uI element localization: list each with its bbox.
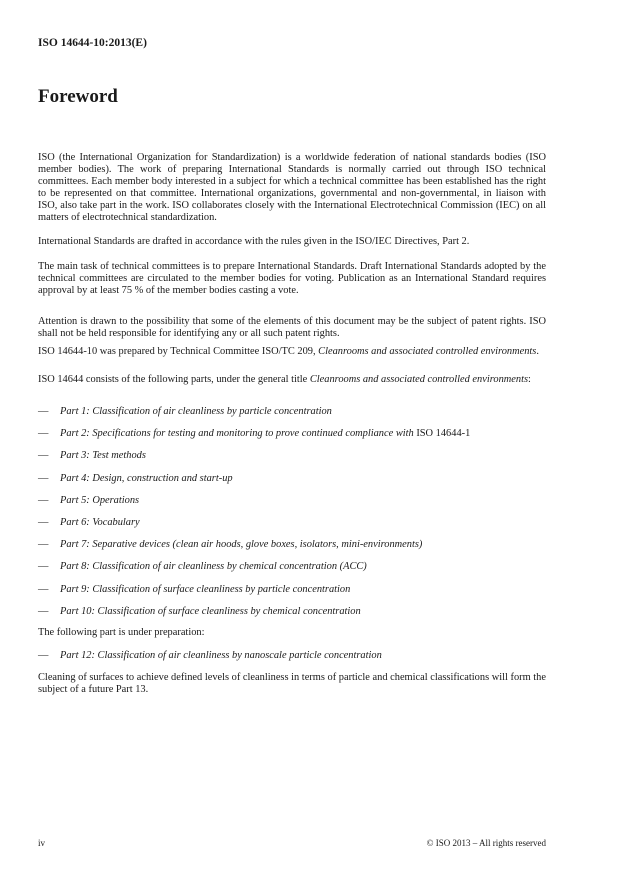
part-title: Part 5: Operations — [60, 494, 140, 506]
list-item — [38, 606, 546, 618]
paragraph-prepared-by — [38, 346, 546, 358]
paragraph-future-part: Cleaning of surfaces to achieve defined levels of cleanliness in terms of particle and chemical classifications will form the subject of a future Part 13. — [38, 672, 546, 695]
text: ISO 14644 consists of the following parts, under the general title — [38, 374, 310, 385]
list-item — [38, 495, 546, 507]
general-title: Cleanrooms and associated controlled environments — [309, 374, 529, 385]
paragraph-main-task: The main task of technical committees is to prepare International Standards. Draft International Standards adopted by the technical committees are circulated to the member bodies for voting. Publication as an International Standard requires approval by at least 75 % of the member bodies casting a vote. — [38, 261, 546, 296]
part-title: Part 7: Separative devices (clean air hoods, glove boxes, isolators, mini-environments) — [60, 539, 423, 551]
list-item — [38, 539, 546, 551]
part-title: Part 4: Design, construction and start-up — [60, 472, 233, 484]
document-header: ISO 14644-10:2013(E) — [38, 37, 147, 49]
part-title: Part 3: Test methods — [60, 450, 146, 462]
part-title: Part 2: Specifications for testing and monitoring to prove continued compliance with — [60, 428, 414, 440]
dash: — — [38, 450, 49, 462]
copyright: © ISO 2013 – All rights reserved — [426, 838, 546, 848]
part-title: Part 12: Classification of air cleanliness by nanoscale particle concentration — [60, 650, 382, 661]
paragraph-iso-intro: ISO (the International Organization for Standardization) is a worldwide federation of national standards bodies (ISO member bodies). The work of preparing International Standards is normally carried out through ISO technical committees. Each member body interested in a subject for which a technical committee has been established has the right to be represented on that committee. International organizations, governmental and non-governmental, in liaison with ISO, also take part in the work. ISO collaborates closely with the International Electrotechnical Commission (IEC) on all matters of electrotechnical standardization. — [38, 152, 546, 223]
part-title: Part 6: Vocabulary — [60, 517, 140, 528]
page-footer — [38, 838, 546, 848]
part-title: Part 10: Classification of surface cleanliness by chemical concentration — [60, 605, 361, 617]
dash: — — [38, 583, 49, 595]
paragraph-directives: International Standards are drafted in accordance with the rules given in the ISO/IEC Directives, Part 2. — [38, 236, 470, 247]
paragraph-parts-intro — [38, 374, 546, 386]
dash: — — [38, 428, 49, 440]
list-item — [38, 650, 546, 662]
text: . — [536, 346, 539, 357]
part-ref: ISO 14644-1 — [413, 428, 471, 440]
part-title: Part 9: Classification of surface cleanliness by particle concentration — [60, 583, 351, 595]
part-title: Part 1: Classification of air cleanliness by particle concentration — [60, 406, 332, 417]
dash: — — [38, 605, 49, 617]
dash: — — [38, 494, 49, 506]
dash: — — [38, 539, 49, 551]
dash: — — [38, 406, 49, 417]
text: : — [528, 374, 531, 385]
page-title: Foreword — [38, 86, 118, 107]
list-item — [38, 584, 546, 596]
paragraph-patent: Attention is drawn to the possibility that some of the elements of this document may be the subject of patent rights. ISO shall not be held responsible for identifying any or all such patent rights. — [38, 316, 546, 339]
list-item — [38, 428, 546, 440]
dash: — — [38, 650, 49, 661]
list-item — [38, 473, 546, 485]
dash: — — [38, 561, 49, 573]
committee-title: Cleanrooms and associated controlled environments — [318, 346, 537, 357]
list-item — [38, 406, 546, 418]
dash: — — [38, 472, 49, 484]
paragraph-under-preparation: The following part is under preparation: — [38, 627, 205, 638]
list-item — [38, 450, 546, 462]
text: ISO 14644-10 was prepared by Technical Committee ISO/TC 209, — [38, 346, 319, 357]
dash: — — [38, 517, 49, 528]
list-item — [38, 517, 546, 529]
list-item — [38, 561, 546, 573]
page-number: iv — [38, 838, 46, 848]
part-title: Part 8: Classification of air cleanliness by chemical concentration (ACC) — [60, 561, 367, 573]
